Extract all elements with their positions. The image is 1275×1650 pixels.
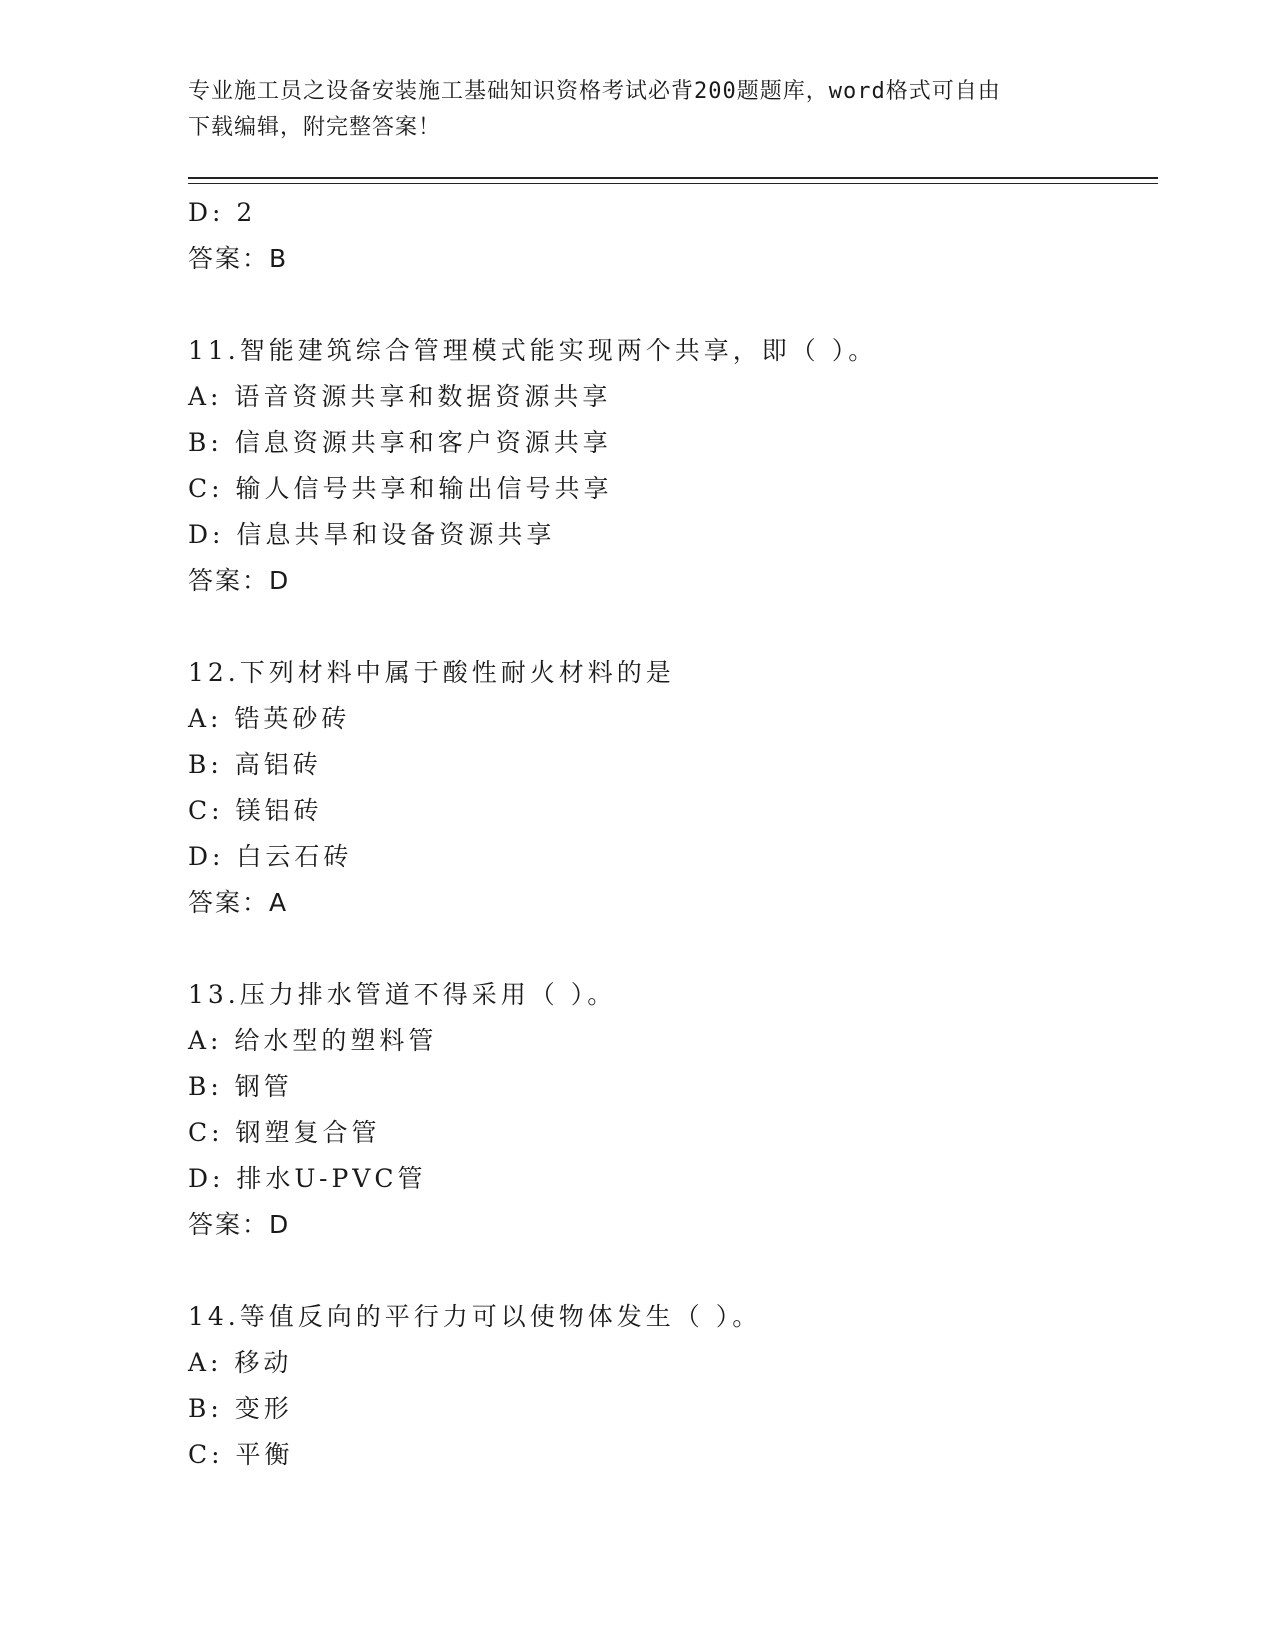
option-d: D: 信息共旱和设备资源共享 <box>188 520 556 549</box>
header-divider-thick <box>188 177 1158 179</box>
answer-line: 答案：D <box>188 1210 291 1239</box>
option-d: D: 排水U-PVC管 <box>188 1164 427 1193</box>
question-14 <box>188 1294 1148 1478</box>
answer-line: 答案：A <box>188 888 289 917</box>
option-a: A: 语音资源共享和数据资源共享 <box>188 382 612 411</box>
option-a: A: 给水型的塑料管 <box>188 1026 438 1055</box>
option-a: A: 锆英砂砖 <box>188 704 351 733</box>
option-c: C: 输人信号共享和输出信号共享 <box>188 474 613 503</box>
option-b: B: 信息资源共享和客户资源共享 <box>188 428 612 457</box>
question-stem: 13.压力排水管道不得采用（ ）。 <box>188 980 617 1009</box>
option-b: B: 变形 <box>188 1394 293 1423</box>
document-header <box>188 74 1088 146</box>
option-d: D: 白云石砖 <box>188 842 353 871</box>
header-divider-thin <box>188 183 1158 184</box>
option-a: A: 移动 <box>188 1348 293 1377</box>
question-stem: 14.等值反向的平行力可以使物体发生（ ）。 <box>188 1302 762 1331</box>
option-c: C: 平衡 <box>188 1440 294 1469</box>
answer-line: 答案：D <box>188 566 291 595</box>
question-12 <box>188 650 1148 926</box>
option-b: B: 钢管 <box>188 1072 293 1101</box>
question-list <box>188 190 1148 1478</box>
option-c: C: 镁铝砖 <box>188 796 323 825</box>
answer-line: 答案：B <box>188 244 289 273</box>
question-11 <box>188 328 1148 604</box>
question-stem: 12.下列材料中属于酸性耐火材料的是 <box>188 658 675 687</box>
header-title-line-1: 专业施工员之设备安装施工基础知识资格考试必背200题题库，word格式可自由 <box>188 79 1001 104</box>
question-stem: 11.智能建筑综合管理模式能实现两个共享，即（ ）。 <box>188 336 878 365</box>
option-d: D: 2 <box>188 198 257 227</box>
option-b: B: 高铝砖 <box>188 750 322 779</box>
option-c: C: 钢塑复合管 <box>188 1118 381 1147</box>
header-title-line-2: 下载编辑，附完整答案！ <box>188 115 442 140</box>
question-13 <box>188 972 1148 1248</box>
